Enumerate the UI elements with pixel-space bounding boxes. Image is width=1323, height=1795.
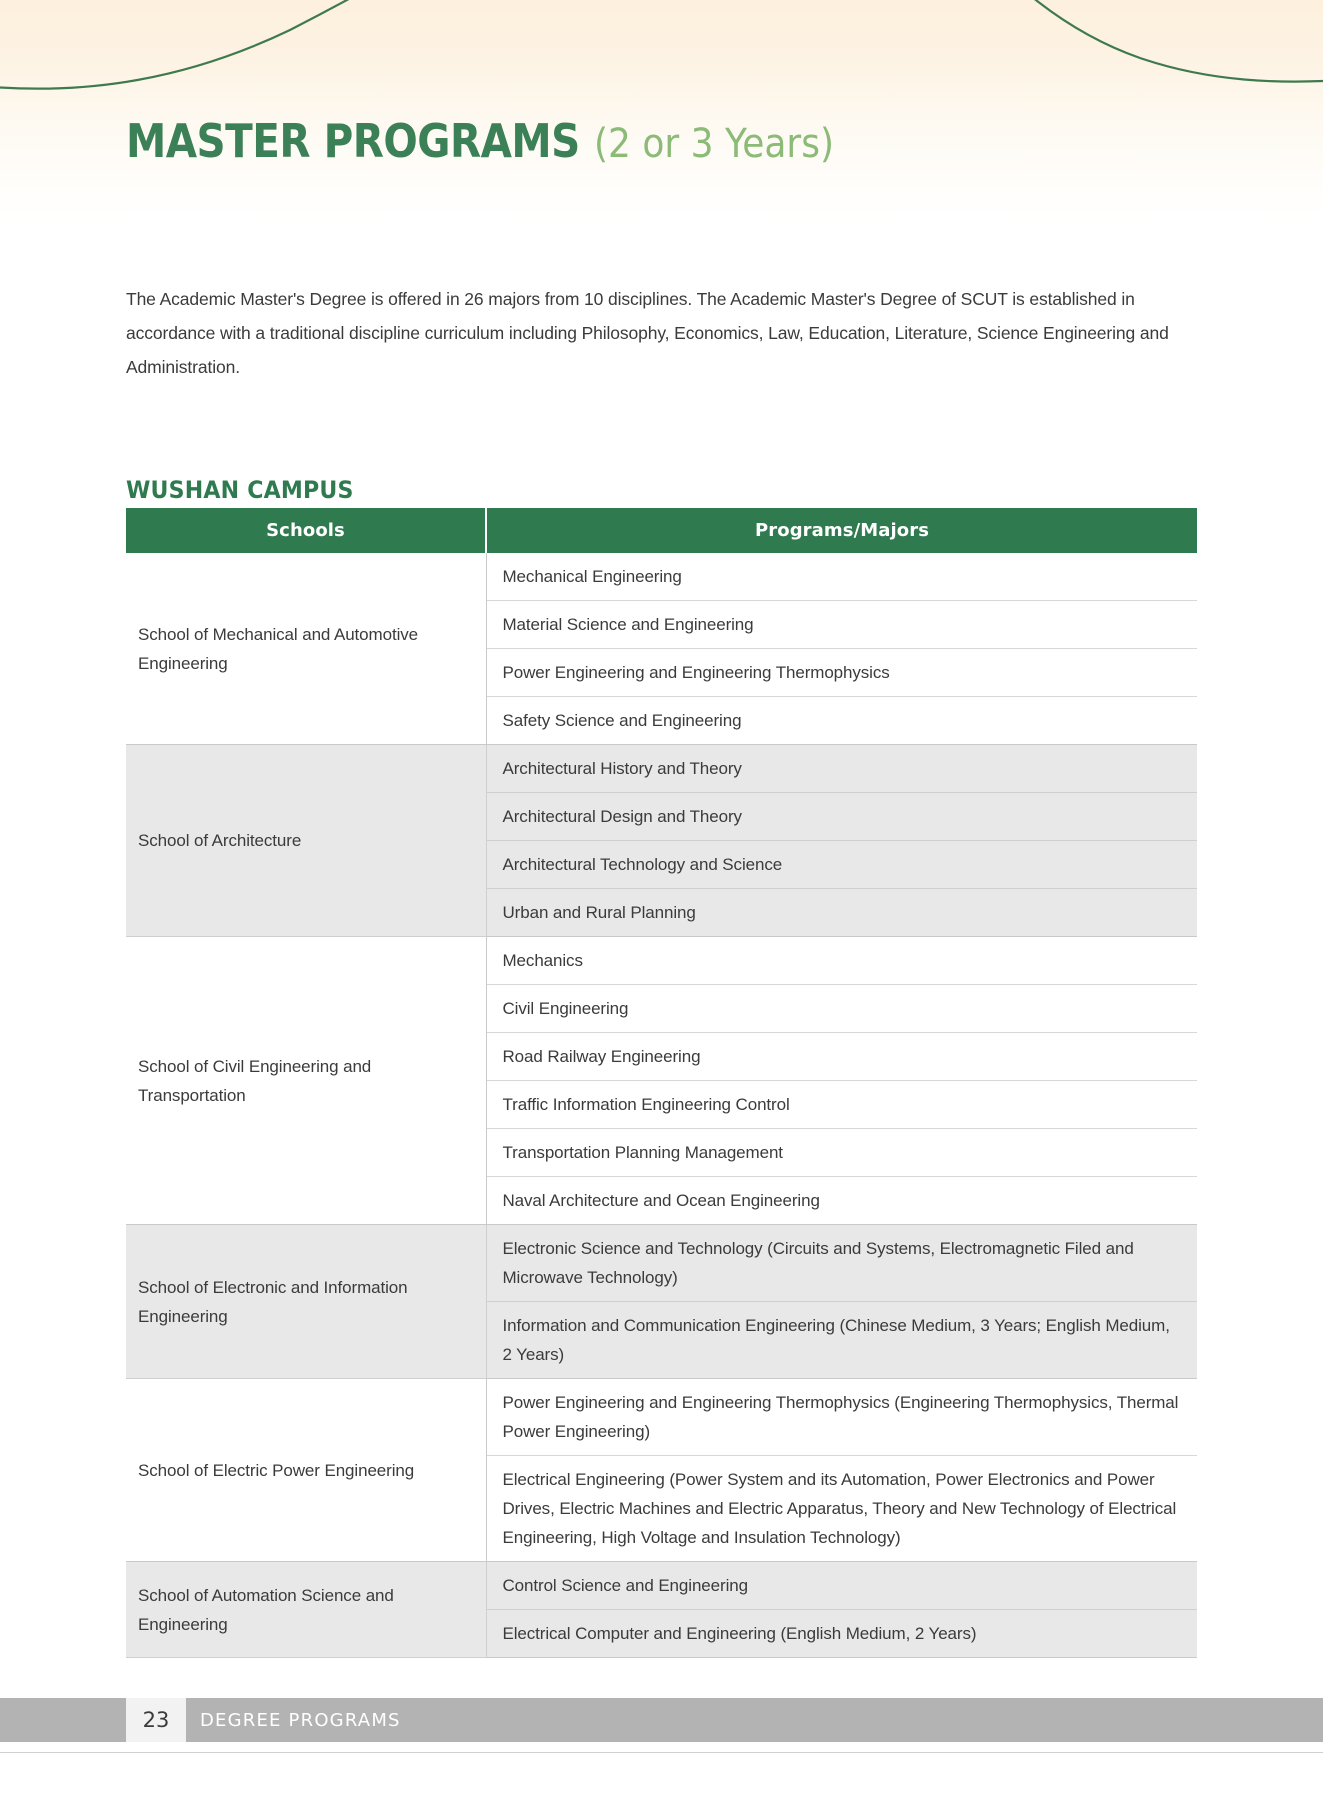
program-name-cell: Mechanical Engineering — [486, 553, 1197, 601]
campus-heading: WUSHAN CAMPUS — [126, 475, 354, 504]
table-row — [126, 1562, 1197, 1610]
school-name-cell: School of Architecture — [126, 745, 486, 937]
table-row — [126, 1379, 1197, 1456]
school-name-cell: School of Automation Science and Engineering — [126, 1562, 486, 1658]
column-header-programs: Programs/Majors — [486, 508, 1197, 553]
header-curve-lines — [0, 0, 1323, 218]
footer-section-label: DEGREE PROGRAMS — [200, 1709, 401, 1731]
column-header-schools: Schools — [126, 508, 486, 553]
table-row — [126, 553, 1197, 601]
program-name-cell: Architectural History and Theory — [486, 745, 1197, 793]
footer-page-number: 23 — [126, 1698, 186, 1742]
school-name-cell: School of Civil Engineering and Transportation — [126, 937, 486, 1225]
program-name-cell: Power Engineering and Engineering Thermophysics — [486, 649, 1197, 697]
program-name-cell: Control Science and Engineering — [486, 1562, 1197, 1610]
table-row — [126, 1225, 1197, 1302]
program-name-cell: Information and Communication Engineering (Chinese Medium, 3 Years; English Medium, 2 Years) — [486, 1302, 1197, 1379]
program-name-cell: Mechanics — [486, 937, 1197, 985]
program-name-cell: Traffic Information Engineering Control — [486, 1081, 1197, 1129]
program-name-cell: Electrical Engineering (Power System and its Automation, Power Electronics and Power Drives, Electric Machines and Electric Apparatus, Theory and New Technology of Electrical Engineering, High Voltage and Insulation Technology) — [486, 1456, 1197, 1562]
table-row — [126, 745, 1197, 793]
program-name-cell: Urban and Rural Planning — [486, 889, 1197, 937]
program-name-cell: Civil Engineering — [486, 985, 1197, 1033]
program-name-cell: Electrical Computer and Engineering (English Medium, 2 Years) — [486, 1610, 1197, 1658]
program-name-cell: Safety Science and Engineering — [486, 697, 1197, 745]
programs-table-head — [126, 508, 1197, 553]
footer-divider-rule — [0, 1752, 1323, 1753]
programs-table — [126, 508, 1197, 1658]
page-title-main: MASTER PROGRAMS — [126, 114, 580, 168]
program-name-cell: Naval Architecture and Ocean Engineering — [486, 1177, 1197, 1225]
header-decorative-band — [0, 0, 1323, 218]
program-name-cell: Road Railway Engineering — [486, 1033, 1197, 1081]
program-name-cell: Material Science and Engineering — [486, 601, 1197, 649]
page-footer — [0, 1698, 1323, 1742]
program-name-cell: Transportation Planning Management — [486, 1129, 1197, 1177]
program-name-cell: Electronic Science and Technology (Circuits and Systems, Electromagnetic Filed and Microwave Technology) — [486, 1225, 1197, 1302]
page-title — [126, 114, 860, 168]
programs-table-wrapper — [126, 508, 1197, 1658]
table-row — [126, 937, 1197, 985]
table-header-row — [126, 508, 1197, 553]
programs-table-body — [126, 553, 1197, 1658]
school-name-cell: School of Mechanical and Automotive Engineering — [126, 553, 486, 745]
program-name-cell: Architectural Design and Theory — [486, 793, 1197, 841]
intro-paragraph: The Academic Master's Degree is offered in 26 majors from 10 disciplines. The Academic Master's Degree of SCUT is established in accordance with a traditional discipline curriculum including Philosophy, Economics, Law, Education, Literature, Science Engineering and Administration. — [126, 288, 1169, 377]
school-name-cell: School of Electronic and Information Engineering — [126, 1225, 486, 1379]
program-name-cell: Architectural Technology and Science — [486, 841, 1197, 889]
program-name-cell: Power Engineering and Engineering Thermophysics (Engineering Thermophysics, Thermal Power Engineering) — [486, 1379, 1197, 1456]
page-title-subtitle: (2 or 3 Years) — [593, 121, 834, 167]
school-name-cell: School of Electric Power Engineering — [126, 1379, 486, 1562]
